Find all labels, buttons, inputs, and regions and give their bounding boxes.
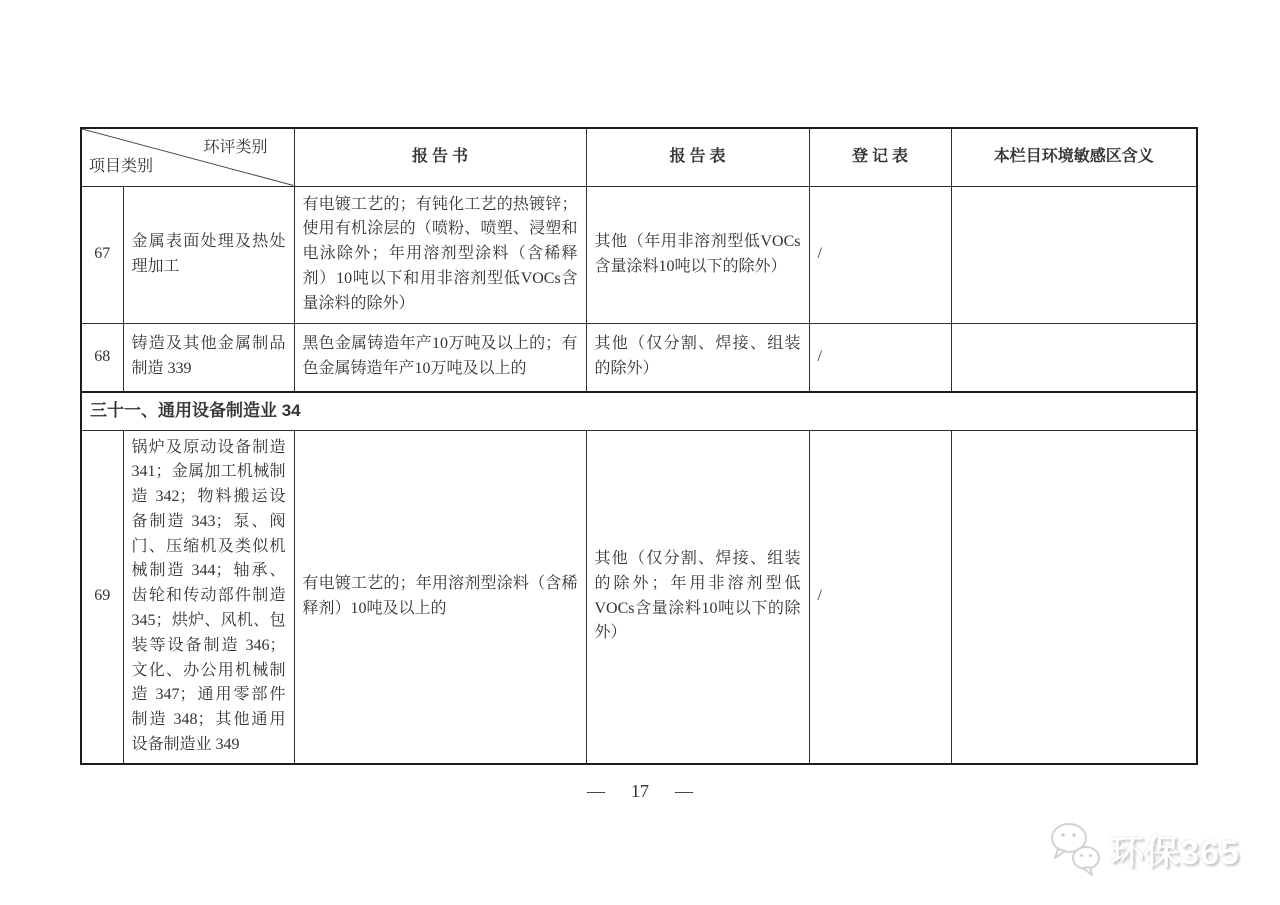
table-row: [81, 186, 1197, 323]
page-number-dash-left: —: [587, 781, 605, 801]
header-eia-category-label: 环评类别: [203, 139, 268, 156]
row-number: 67: [81, 186, 123, 323]
header-project-category-label: 项目类别: [89, 157, 154, 175]
section-header-label: 三十一、通用设备制造业 34: [81, 392, 1197, 430]
project-category-cell: 锅炉及原动设备制造 341；金属加工机械制造 342；物料搬运设备制造 343；泵、阀门、压缩机及类似机械制造 344；轴承、齿轮和传动部件制造 345；烘炉、风机、包装等设备制造 346；文化、办公用机械制造 347；通用零部件制造 348；其他通用设备制造业 349: [123, 430, 294, 764]
report-form-cell: 其他（仅分割、焊接、组装的除外；年用非溶剂型低VOCs含量涂料10吨以下的除外）: [586, 430, 809, 764]
table-row: [81, 430, 1197, 764]
page-number-value: 17: [631, 781, 649, 801]
page-number: [0, 781, 1280, 802]
classification-table: [80, 127, 1198, 765]
header-registration-form: 登 记 表: [809, 128, 951, 186]
report-book-cell: 有电镀工艺的；年用溶剂型涂料（含稀释剂）10吨及以上的: [294, 430, 586, 764]
report-book-cell: 黑色金属铸造年产10万吨及以上的；有色金属铸造年产10万吨及以上的: [294, 323, 586, 392]
row-number: 68: [81, 323, 123, 392]
registration-form-cell: /: [809, 186, 951, 323]
registration-form-cell: /: [809, 323, 951, 392]
report-form-cell: 其他（仅分割、焊接、组装的除外）: [586, 323, 809, 392]
sensitive-area-cell: [951, 186, 1197, 323]
registration-form-cell: /: [809, 430, 951, 764]
diagonal-header-cell: [81, 128, 294, 186]
header-sensitive-area: 本栏目环境敏感区含义: [951, 128, 1197, 186]
table-header-row: [81, 128, 1197, 186]
header-report-book: 报 告 书: [294, 128, 586, 186]
project-category-cell: 金属表面处理及热处理加工: [123, 186, 294, 323]
sensitive-area-cell: [951, 323, 1197, 392]
page-number-dash-right: —: [675, 781, 693, 801]
watermark-logo: [1048, 820, 1240, 878]
report-book-cell: 有电镀工艺的；有钝化工艺的热镀锌；使用有机涂层的（喷粉、喷塑、浸塑和电泳除外；年用溶剂型涂料（含稀释剂）10吨以下和用非溶剂型低VOCs含量涂料的除外）: [294, 186, 586, 323]
row-number: 69: [81, 430, 123, 764]
header-report-form: 报 告 表: [586, 128, 809, 186]
report-form-cell: 其他（年用非溶剂型低VOCs含量涂料10吨以下的除外）: [586, 186, 809, 323]
sensitive-area-cell: [951, 430, 1197, 764]
wechat-icon: [1048, 820, 1104, 878]
section-header-row: [81, 392, 1197, 430]
project-category-cell: 铸造及其他金属制品制造 339: [123, 323, 294, 392]
watermark-label: 环保365: [1110, 833, 1240, 872]
table-row: [81, 323, 1197, 392]
